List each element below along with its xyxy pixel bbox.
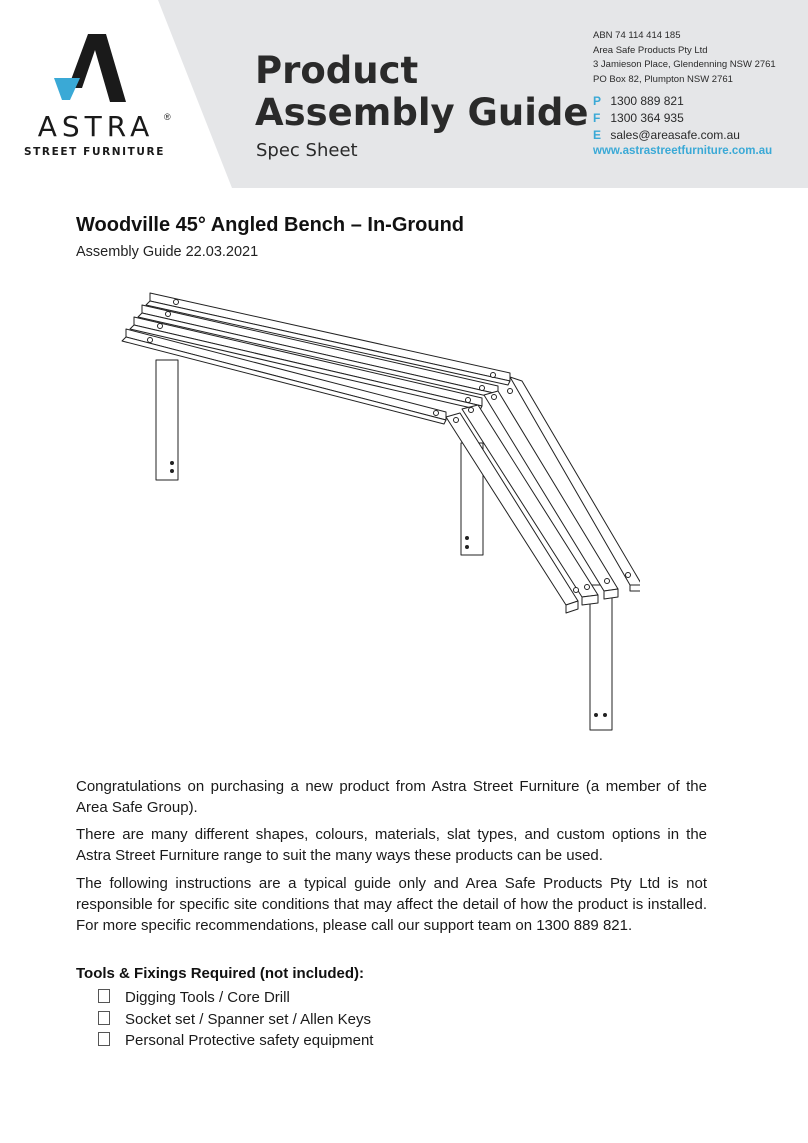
checkbox-bullet-icon bbox=[98, 1032, 110, 1046]
page-title bbox=[255, 50, 588, 134]
company-po-box: PO Box 82, Plumpton NSW 2761 bbox=[593, 73, 733, 85]
title-line: Product bbox=[255, 49, 419, 92]
options-paragraph: There are many different shapes, colours, materials, slat types, and custom options in the Astra Street Furniture range to suit the many ways these products can be used. bbox=[76, 826, 707, 864]
brand-tagline: STREET FURNITURE bbox=[24, 146, 165, 158]
contact-key: P bbox=[593, 94, 602, 108]
document-title: Woodville 45° Angled Bench – In-Ground bbox=[76, 214, 465, 236]
bench-leg-left bbox=[156, 360, 178, 480]
disclaimer-paragraph: The following instructions are a typical guide only and Area Safe Products Pty Ltd is not responsible for specific site conditions that may affect the detail of how the product is installed. For more specific recommendations, please call our support team on 1300 889 821. bbox=[76, 875, 707, 934]
brand-name: ASTRA bbox=[37, 110, 155, 143]
contact-value: 1300 364 935 bbox=[610, 111, 684, 125]
checkbox-bullet-icon bbox=[98, 989, 110, 1003]
astra-logo-icon bbox=[48, 34, 128, 104]
contact-value[interactable]: sales@areasafe.com.au bbox=[610, 128, 740, 142]
company-address: 3 Jamieson Place, Glendenning NSW 2761 bbox=[593, 59, 776, 70]
bench-leg-right bbox=[590, 585, 612, 730]
registered-mark: ® bbox=[164, 112, 171, 122]
contact-fax bbox=[593, 110, 740, 127]
tools-heading: Tools & Fixings Required (not included): bbox=[76, 965, 365, 982]
contact-key: F bbox=[593, 111, 601, 125]
checkbox-bullet-icon bbox=[98, 1011, 110, 1025]
document-subtitle: Assembly Guide 22.03.2021 bbox=[76, 244, 259, 260]
contact-phone bbox=[593, 93, 740, 110]
company-abn: ABN 74 114 414 185 bbox=[593, 30, 681, 41]
intro-paragraph: Congratulations on purchasing a new product from Astra Street Furniture (a member of the Area Safe Group). bbox=[76, 778, 707, 816]
tools-list bbox=[98, 987, 373, 1052]
list-item bbox=[98, 987, 373, 1009]
contact-email bbox=[593, 127, 740, 144]
bench-illustration bbox=[110, 285, 640, 745]
tool-label: Digging Tools / Core Drill bbox=[125, 989, 290, 1006]
page-header bbox=[0, 0, 808, 188]
title-line: Assembly Guide bbox=[255, 91, 589, 134]
contact-key: E bbox=[593, 128, 602, 142]
company-name: Area Safe Products Pty Ltd bbox=[593, 44, 708, 56]
tool-label: Socket set / Spanner set / Allen Keys bbox=[125, 1010, 371, 1028]
website-link[interactable]: www.astrastreetfurniture.com.au bbox=[593, 145, 773, 157]
page-subtitle: Spec Sheet bbox=[256, 140, 358, 161]
company-details bbox=[593, 29, 776, 87]
list-item bbox=[98, 1030, 373, 1052]
contact-value[interactable]: 1300 889 821 bbox=[610, 94, 684, 108]
contact-details bbox=[593, 93, 740, 144]
list-item bbox=[98, 1009, 373, 1031]
tool-label: Personal Protective safety equipment bbox=[125, 1032, 374, 1049]
